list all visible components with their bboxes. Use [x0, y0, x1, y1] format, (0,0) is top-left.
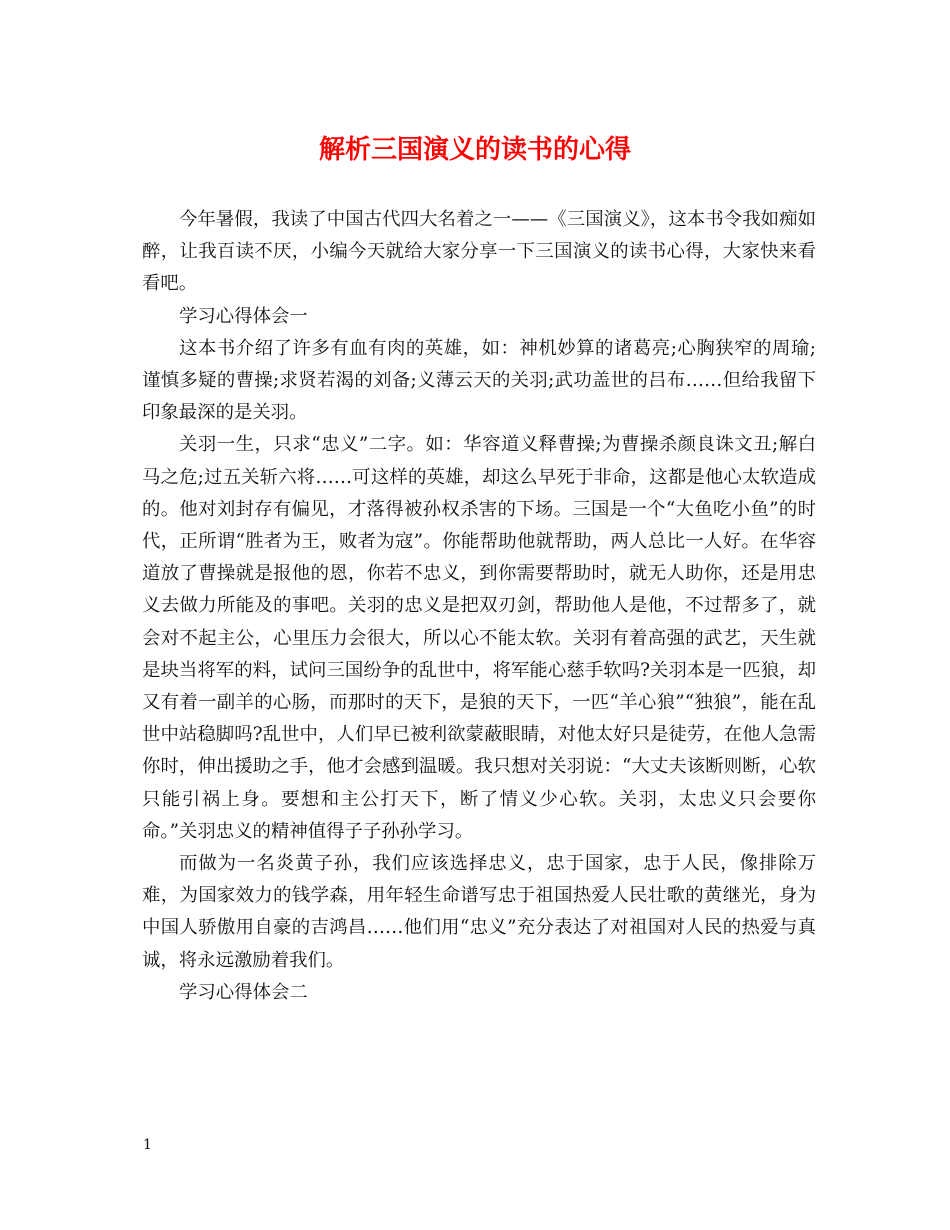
body-paragraph: 而做为一名炎黄子孙，我们应该选择忠义，忠于国家，忠于人民，像排除万难，为国家效力的钱学森，用年轻生命谱写忠于祖国热爱人民壮歌的黄继光，身为中国人骄傲用自豪的吉鸿昌……他们用“忠义”充分表达了对祖国对人民的热爱与真诚，将永远激励着我们。 [142, 853, 816, 971]
document-title: 解析三国演义的读书的心得 [318, 135, 631, 165]
section-heading-two: 学习心得体会二 [179, 981, 308, 1003]
section-heading-one: 学习心得体会一 [179, 305, 308, 327]
intro-paragraph: 今年暑假，我读了中国古代四大名着之一——《三国演义》，这本书令我如痴如醉，让我百读不厌，小编今天就给大家分享一下三国演义的读书心得，大家快来看看吧。 [142, 209, 816, 295]
document-body [142, 204, 816, 1009]
page-number: 1 [143, 1137, 152, 1153]
body-paragraph: 这本书介绍了许多有血有肉的英雄，如：神机妙算的诸葛亮;心胸狭窄的周瑜;谨慎多疑的曹操;求贤若渴的刘备;义薄云天的关羽;武功盖世的吕布……但给我留下印象最深的是关羽。 [142, 337, 816, 424]
body-paragraph: 关羽一生，只求“忠义”二字。如：华容道义释曹操;为曹操杀颜良诛文丑;解白马之危;过五关斩六将……可这样的英雄，却这么早死于非命，这都是他心太软造成的。他对刘封存有偏见，才落得被孙权杀害的下场。三国是一个“大鱼吃小鱼”的时代，正所谓“胜者为王，败者为寇”。你能帮助他就帮助，两人总比一人好。在华容道放了曹操就是报他的恩，你若不忠义，到你需要帮助时，就无人助你，还是用忠义去做力所能及的事吧。关羽的忠义是把双刃剑，帮助他人是他，不过帮多了，就会对不起主公，心里压力会很大，所以心不能太软。关羽有着高强的武艺，天生就是块当将军的料，试问三国纷争的乱世中，将军能心慈手软吗?关羽本是一匹狼，却又有着一副羊的心肠，而那时的天下，是狼的天下，一匹“羊心狼”“独狼”，能在乱世中站稳脚吗?乱世中，人们早已被利欲蒙蔽眼睛，对他太好只是徒劳，在他人急需你时，伸出援助之手，他才会感到温暖。我只想对关羽说：“大丈夫该断则断，心软只能引祸上身。要想和主公打天下，断了情义少心软。关羽，太忠义只会要你命。”关羽忠义的精神值得子子孙孙学习。 [142, 434, 816, 842]
